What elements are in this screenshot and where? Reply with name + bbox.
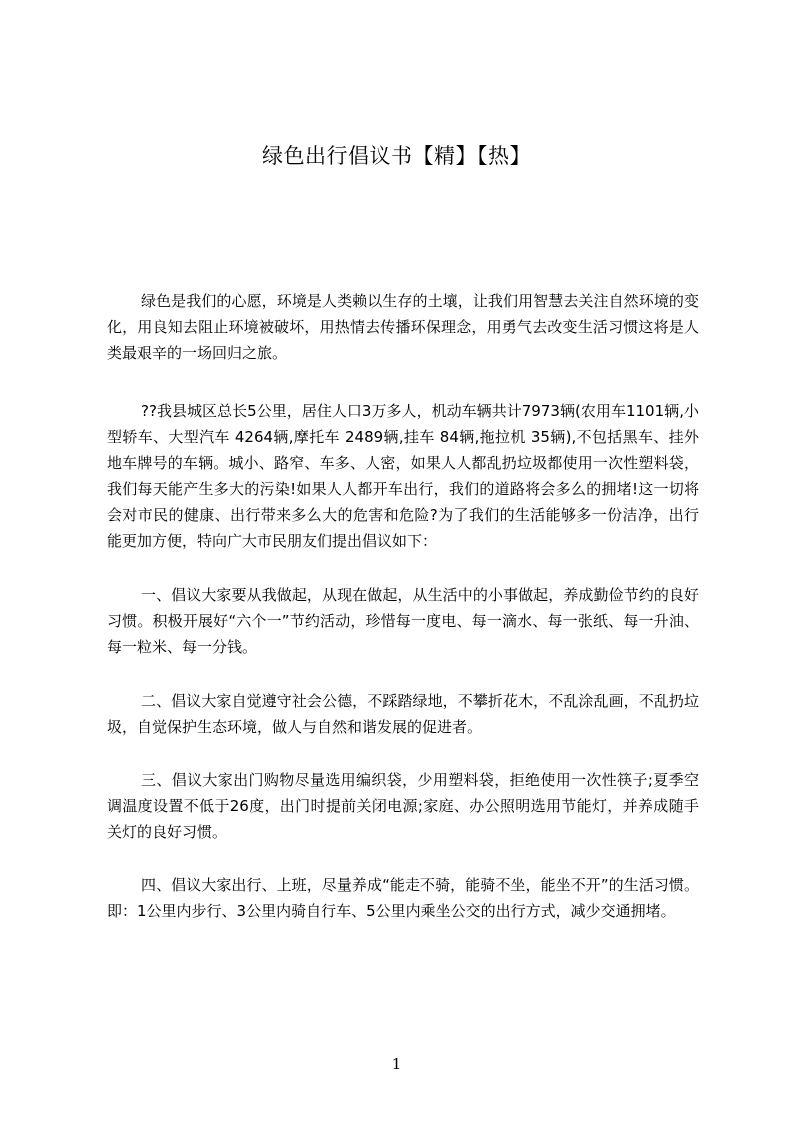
paragraph-county-traffic: ??我县城区总长5公里，居住人口3万多人，机动车辆共计7973辆(农用车1101辆,小型轿车、大型汽车 4264辆,摩托车 2489辆,挂车 84辆,拖拉机 35辆),不包括黑车、挂外地车牌号的车辆。城小、路窄、车多、人密，如果人人都乱扔垃圾都使用一次性塑料袋，我们每天能产生多大的污染!如果人人都开车出行，我们的道路将会多么的拥堵!这一切将会对市民的健康、出行带来多么大的危害和危险?为了我们的生活能够多一份洁净，出行能更加方便，特向广大市民朋友们提出倡议如下： xyxy=(107,402,699,550)
paragraph-proposal-3: 三、倡议大家出门购物尽量选用编织袋，少用塑料袋，拒绝使用一次性筷子;夏季空调温度设置不低于26度，出门时提前关闭电源;家庭、办公照明选用节能灯，并养成随手关灯的良好习惯。 xyxy=(107,771,699,841)
paragraph-proposal-1: 一、倡议大家要从我做起，从现在做起，从生活中的小事做起，养成勤俭节约的良好习惯。积极开展好“六个一”节约活动，珍惜每一度电、每一滴水、每一张纸、每一升油、每一粒米、每一分钱。 xyxy=(107,586,699,656)
paragraph-proposal-4: 四、倡议大家出行、上班，尽量养成“能走不骑，能骑不坐，能坐不开”的生活习惯。即：1公里内步行、3公里内骑自行车、5公里内乘坐公交的出行方式，减少交通拥堵。 xyxy=(107,876,699,920)
paragraph-proposal-2: 二、倡议大家自觉遵守社会公德，不踩踏绿地，不攀折花木，不乱涂乱画，不乱扔垃圾，自觉保护生态环境，做人与自然和谐发展的促进者。 xyxy=(107,692,699,736)
page-number: 1 xyxy=(391,1055,402,1073)
document-title: 绿色出行倡议书【精】【热】 xyxy=(262,144,531,168)
paragraph-intro: 绿色是我们的心愿，环境是人类赖以生存的土壤，让我们用智慧去关注自然环境的变化，用良知去阻止环境被破坏，用热情去传播环保理念，用勇气去改变生活习惯这将是人类最艰辛的一场回归之旅。 xyxy=(107,292,699,362)
